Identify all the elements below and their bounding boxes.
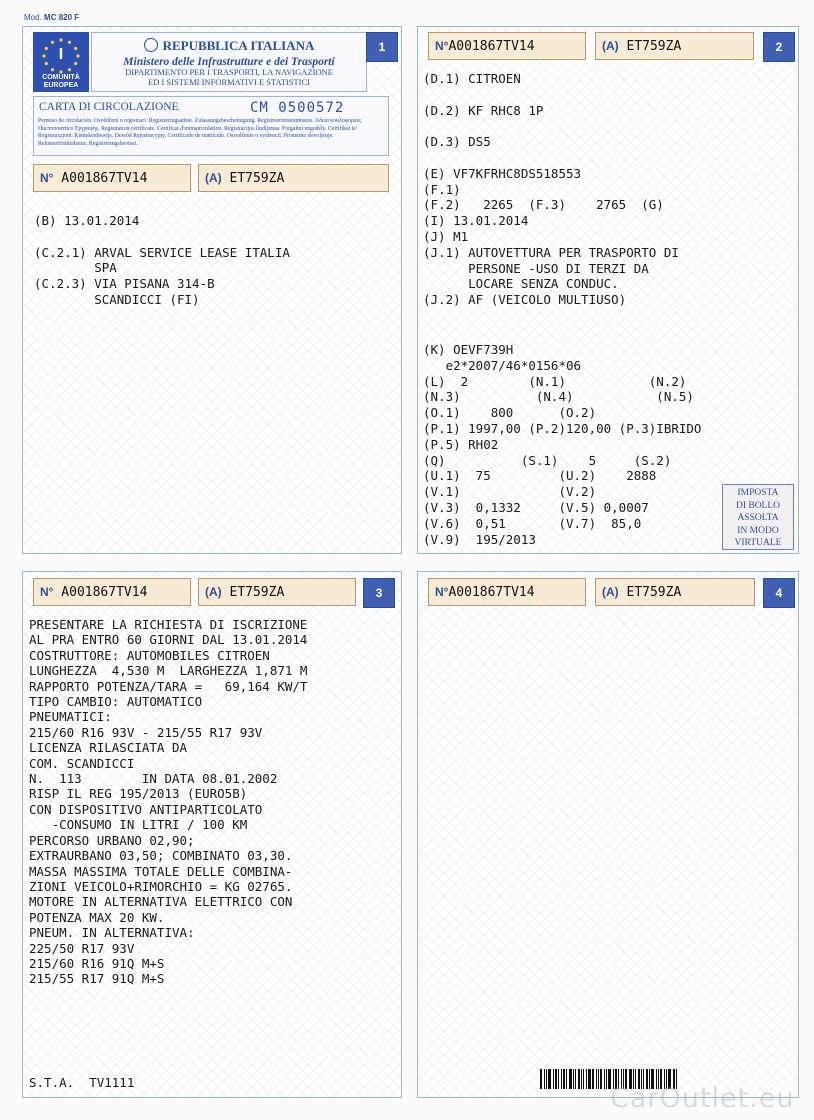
eu-caption-line-1: COMUNITÀ <box>42 74 80 81</box>
annotations-block <box>29 617 307 987</box>
plate-label: (A) <box>602 39 619 53</box>
doc-number-value: A001867TV14 <box>61 585 148 600</box>
barcode-bar <box>544 1069 545 1089</box>
text-line: (I) 13.01.2014 <box>423 213 529 229</box>
text-line: (D.1) CITROEN <box>423 71 521 86</box>
text-line: N. 113 IN DATA 08.01.2002 <box>29 771 278 787</box>
barcode-bar <box>569 1069 572 1089</box>
plate-label: (A) <box>205 585 222 599</box>
panel-2 <box>417 26 799 554</box>
vehicle-info-bottom <box>423 342 701 547</box>
text-line: 215/60 R16 93V - 215/55 R17 93V <box>29 724 263 740</box>
plate-value: ET759ZA <box>229 171 285 186</box>
plate-value: ET759ZA <box>626 39 682 54</box>
barcode-bar <box>553 1069 554 1089</box>
eu-flag <box>33 32 89 92</box>
text-line: AL PRA ENTRO 60 GIORNI DAL 13.01.2014 <box>29 632 308 648</box>
owner-info <box>34 213 290 308</box>
doc-number-field <box>33 164 191 192</box>
republic-text: REPUBBLICA ITALIANA <box>162 38 315 53</box>
text-line: (D.2) KF RHC8 1P <box>423 102 544 118</box>
text-line <box>34 229 290 245</box>
plate-label: (A) <box>602 585 619 599</box>
text-line <box>423 87 679 103</box>
text-line: (V.3) 0,1332 (V.5) 0,0007 <box>423 499 649 515</box>
barcode-bar <box>555 1069 557 1089</box>
panel-3 <box>22 571 402 1098</box>
text-line: (V.6) 0,51 (V.7) 85,0 <box>423 515 642 531</box>
barcode-bar <box>575 1069 576 1089</box>
barcode-bar <box>578 1069 580 1089</box>
doc-number-value: A001867TV14 <box>448 39 535 54</box>
text-line: RISP IL REG 195/2013 (EURO5B) <box>29 786 248 802</box>
plate-field <box>595 32 754 60</box>
text-line: (D.3) DS5 <box>423 134 491 150</box>
eu-caption-line-2: EUROPEA <box>43 82 79 89</box>
barcode-bar <box>606 1069 607 1089</box>
doc-number-field <box>428 32 586 60</box>
barcode-bar <box>573 1069 574 1089</box>
barcode-bar <box>586 1069 587 1089</box>
text-line: POTENZA MAX 20 KW. <box>29 909 165 925</box>
barcode-bar <box>546 1069 547 1089</box>
text-line: 215/55 R17 91Q M+S <box>29 971 165 987</box>
text-line: (C.2.3) VIA PISANA 314-B <box>34 276 215 292</box>
barcode-bar <box>561 1069 562 1089</box>
text-line: (C.2.1) ARVAL SERVICE LEASE ITALIA <box>34 244 290 260</box>
doc-number-value: A001867TV14 <box>448 585 535 600</box>
text-line: RAPPORTO POTENZA/TARA = 69,164 KW/T <box>29 678 308 694</box>
model-code <box>24 13 79 22</box>
text-line: (P.1) 1997,00 (P.2)120,00 (P.3)IBRIDO <box>423 420 702 436</box>
department-line-2: ED I SISTEMI INFORMATIVI E STATISTICI <box>148 76 310 87</box>
page-badge-2: 2 <box>763 32 795 62</box>
text-line: (N.3) (N.4) (N.5) <box>423 389 694 405</box>
barcode-bar <box>596 1069 597 1089</box>
page-badge-1: 1 <box>366 32 398 62</box>
text-line: -CONSUMO IN LITRI / 100 KM <box>29 817 248 833</box>
barcode-bar <box>581 1069 582 1089</box>
watermark: CarOutlet.eu <box>610 1083 795 1114</box>
text-line: CON DISPOSITIVO ANTIPARTICOLATO <box>29 801 263 817</box>
stamp-duty-line: DI BOLLO <box>735 500 781 511</box>
barcode-bar <box>558 1069 559 1089</box>
plate-value: ET759ZA <box>626 585 682 600</box>
text-line: (J) M1 <box>423 228 469 244</box>
plate-field <box>198 164 389 192</box>
doc-number-label: N° <box>435 585 449 599</box>
model-prefix: Mod. <box>24 13 42 22</box>
plate-field <box>198 578 356 606</box>
text-line <box>423 118 679 134</box>
doc-number-field <box>428 578 586 606</box>
carta-translations: Permiso de circulación. Osvědčení o registraci. Registreringsattest. Zulassungsbescheinigung. Registreerimistunnistus. Άδεια κυκλοφορίας. Пистoпoитпсo Εγγραφής. Registration certificate. Certificat d'immatriculation. Registracijos liudijimas. Forgalmi engedély. Certifikat ta' Registrazzjoni. Kentekenbewijs. Dowód Rejestracyjny. Certificado de matrícula. Osvedčenie o evidencii. Prometno dovoljenje. Rekisteröintitodistus. Registreringsbeviset. <box>38 118 363 147</box>
ministry-title: Ministero delle Infrastrutture e dei Trasporti <box>123 56 335 68</box>
text-line: (Q) (S.1) 5 (S.2) <box>423 452 672 468</box>
stamp-duty-line: ASSOLTA <box>737 513 779 523</box>
office-code: S.T.A. TV1111 <box>29 1075 135 1090</box>
text-line: COM. SCANDICCI <box>29 755 135 771</box>
text-line: (V.1) (V.2) <box>423 484 597 500</box>
text-line <box>423 150 679 166</box>
stamp-duty-line: IMPOSTA <box>737 488 779 498</box>
doc-number-field <box>33 578 191 606</box>
text-line: TIPO CAMBIO: AUTOMATICO <box>29 694 203 710</box>
barcode-bar <box>566 1069 567 1089</box>
text-line: SPA <box>34 260 117 276</box>
doc-number-label: N° <box>40 585 54 599</box>
republic-title <box>92 38 366 54</box>
barcode-bar <box>583 1069 584 1089</box>
text-line: PRESENTARE LA RICHIESTA DI ISCRIZIONE <box>29 617 308 632</box>
text-line: (O.1) 800 (O.2) <box>423 405 597 421</box>
text-line: 225/50 R17 93V <box>29 940 135 956</box>
text-line: (J.2) AF (VEICOLO MULTIUSO) <box>423 292 627 308</box>
doc-number-value: A001867TV14 <box>61 171 148 186</box>
barcode-bar <box>540 1069 542 1089</box>
text-line: (F.2) 2265 (F.3) 2765 (G) <box>423 197 664 213</box>
text-line: MOTORE IN ALTERNATIVA ELETTRICO CON <box>29 894 293 910</box>
text-line: (B) 13.01.2014 <box>34 213 140 228</box>
plate-label: (A) <box>205 171 222 185</box>
plate-field <box>595 578 755 606</box>
text-line: EXTRAURBANO 03,50; COMBINATO 03,30. <box>29 848 293 864</box>
stamp-duty-line: IN MODO <box>737 525 779 536</box>
text-line: e2*2007/46*0156*06 <box>423 357 582 373</box>
eu-caption <box>33 74 89 90</box>
text-line: (K) OEVF739H <box>423 342 514 357</box>
text-line: PNEUM. IN ALTERNATIVA: <box>29 925 195 941</box>
barcode-bar <box>563 1069 565 1089</box>
barcode-bar <box>598 1069 599 1089</box>
vehicle-info-top <box>423 71 679 308</box>
barcode-bar <box>588 1069 591 1089</box>
text-line: (V.9) 195/2013 <box>423 531 536 547</box>
barcode-bar <box>548 1069 551 1089</box>
text-line: (F.1) <box>423 181 461 197</box>
text-line: LICENZA RILASCIATA DA <box>29 740 188 756</box>
text-line: PERSONE -USO DI TERZI DA <box>423 260 649 276</box>
text-line: LOCARE SENZA CONDUC. <box>423 276 619 292</box>
carta-number: CM 0500572 <box>250 100 345 116</box>
stamp-duty-line: VIRTUALE <box>734 538 782 548</box>
text-line: MASSA MASSIMA TOTALE DELLE COMBINA- <box>29 863 293 879</box>
text-line: (U.1) 75 (U.2) 2888 <box>423 468 657 484</box>
text-line: 215/60 R16 91Q M+S <box>29 955 165 971</box>
text-line: SCANDICCI (FI) <box>34 291 200 307</box>
page-badge-4: 4 <box>763 578 795 608</box>
text-line: (E) VF7KFRHC8DS518553 <box>423 165 582 181</box>
text-line: COSTRUTTORE: AUTOMOBILES CITROEN <box>29 647 270 663</box>
doc-number-label: N° <box>40 171 54 185</box>
text-line: (P.5) RH02 <box>423 436 499 452</box>
text-line: LUNGHEZZA 4,530 M LARGHEZZA 1,871 M <box>29 663 308 679</box>
text-line: ZIONI VEICOLO+RIMORCHIO = KG 02765. <box>29 878 293 894</box>
panel-4 <box>417 571 799 1098</box>
country-letter: I <box>58 46 64 63</box>
text-line: (L) 2 (N.1) (N.2) <box>423 373 687 389</box>
panel-1 <box>22 26 402 554</box>
doc-number-label: N° <box>435 39 449 53</box>
department-line-1: DIPARTIMENTO PER I TRASPORTI, LA NAVIGAZIONE <box>125 67 333 77</box>
plate-value: ET759ZA <box>229 585 285 600</box>
barcode-bar <box>604 1069 605 1089</box>
ministry-header <box>91 32 367 92</box>
barcode-bar <box>600 1069 602 1089</box>
page-badge-3: 3 <box>363 578 395 608</box>
carta-title: CARTA DI CIRCOLAZIONE <box>39 101 179 113</box>
emblem-icon <box>144 38 158 52</box>
model-code-value: MC 820 F <box>44 13 80 22</box>
barcode-bar <box>592 1069 594 1089</box>
text-line: (J.1) AUTOVETTURA PER TRASPORTO DI <box>423 244 679 260</box>
carta-header <box>33 96 389 156</box>
stamp-duty-box <box>722 484 794 550</box>
text-line: PERCORSO URBANO 02,90; <box>29 832 195 848</box>
text-line: PNEUMATICI: <box>29 709 112 725</box>
